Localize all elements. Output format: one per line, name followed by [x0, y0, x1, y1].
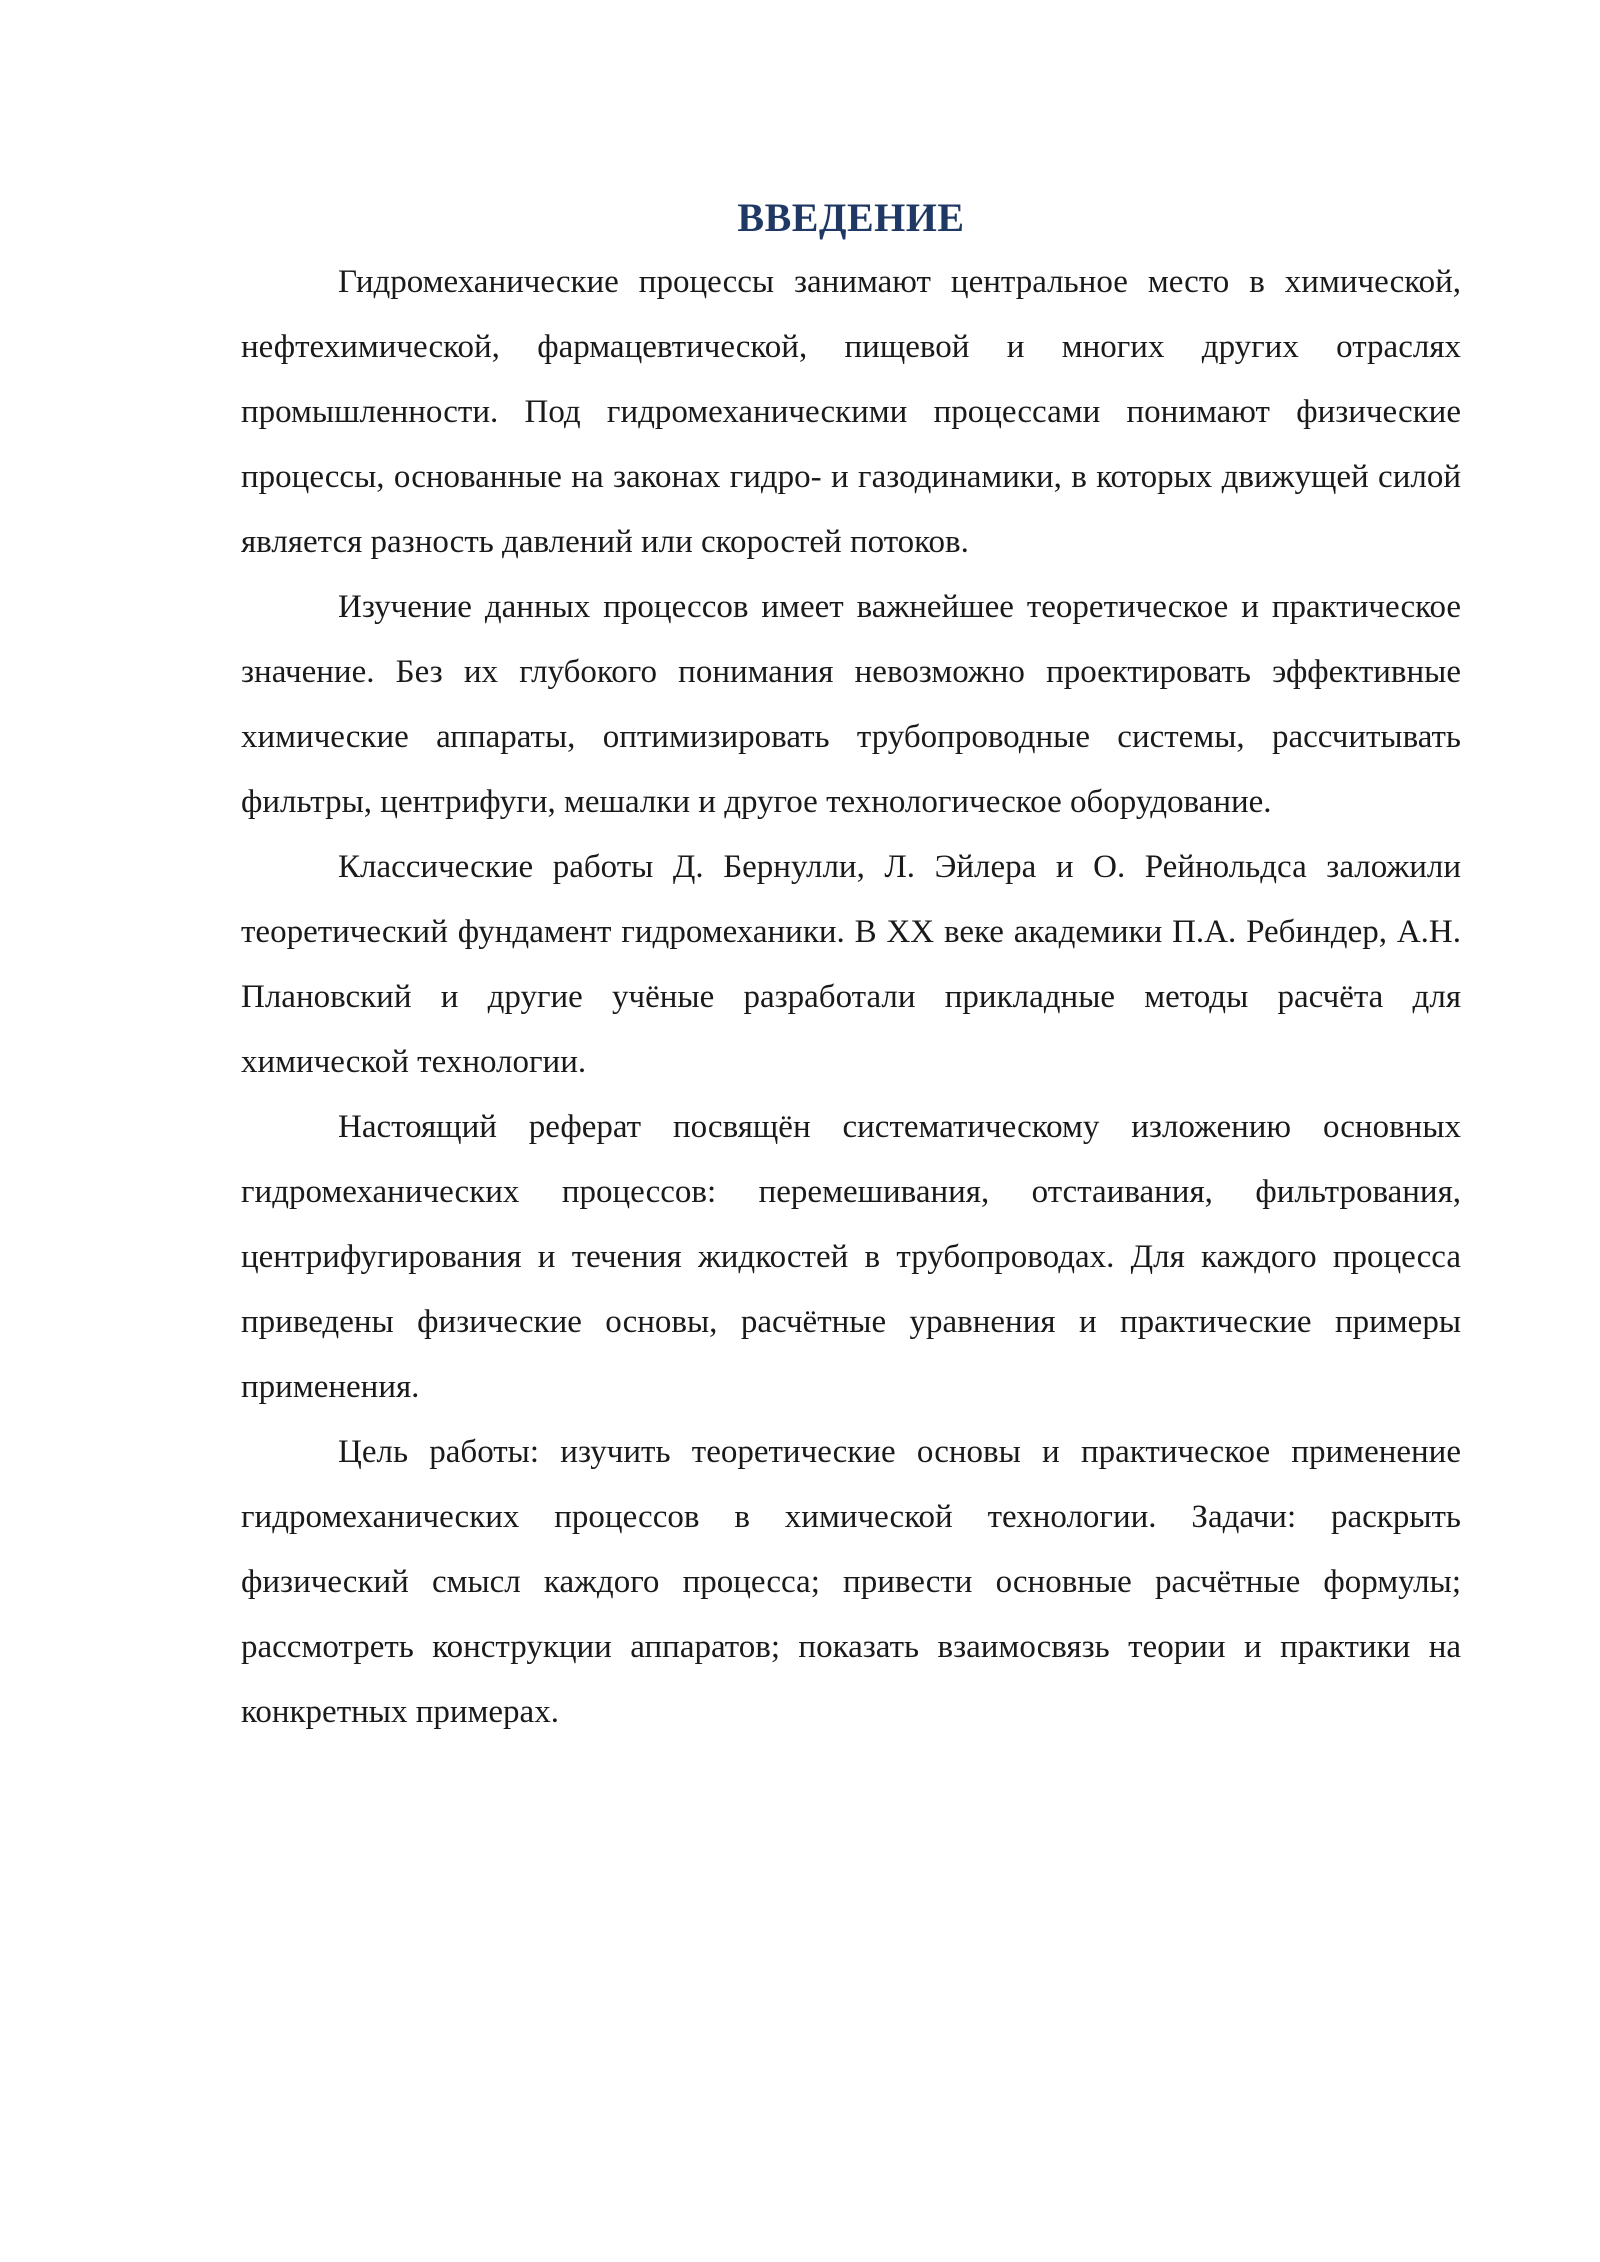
paragraph-importance: Изучение данных процессов имеет важнейшее теоретическое и практическое значение. Без их глубокого понимания невозможно проектировать эффективные химические аппараты, оптимизировать трубопроводные системы, рассчитывать фильтры, центрифуги, мешалки и другое технологическое оборудование.	[241, 589, 1461, 820]
paragraph-scope: Настоящий реферат посвящён систематическому изложению основных гидромеханических процессов: перемешивания, отстаивания, фильтрования, центрифугирования и течения жидкостей в трубопроводах. Для каждого процесса приведены физические основы, расчётные уравнения и практические примеры применения.	[241, 1109, 1461, 1405]
paragraph-intro: Гидромеханические процессы занимают центральное место в химической, нефтехимической, фармацевтической, пищевой и многих других отраслях промышленности. Под гидромеханическими процессами понимают физические процессы, основанные на законах гидро- и газодинамики, в которых движущей силой является разность давлений или скоростей потоков.	[241, 264, 1461, 560]
paragraph-goals: Цель работы: изучить теоретические основы и практическое применение гидромеханических процессов в химической технологии. Задачи: раскрыть физический смысл каждого процесса; привести основные расчётные формулы; рассмотреть конструкции аппаратов; показать взаимосвязь теории и практики на конкретных примерах.	[241, 1434, 1461, 1730]
page-title: ВВЕДЕНИЕ	[737, 195, 965, 240]
document-body	[241, 186, 1461, 1745]
paragraph-history: Классические работы Д. Бернулли, Л. Эйлера и О. Рейнольдса заложили теоретический фундамент гидромеханики. В XX веке академики П.А. Ребиндер, А.Н. Плановский и другие учёные разработали прикладные методы расчёта для химической технологии.	[241, 849, 1461, 1080]
